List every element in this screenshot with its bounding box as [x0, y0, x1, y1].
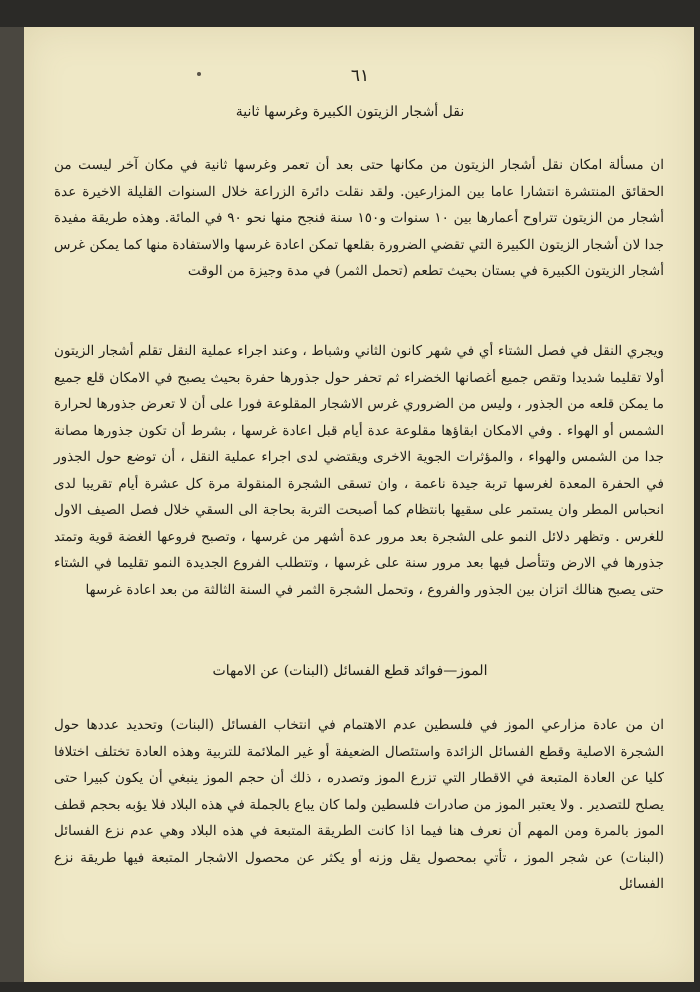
paragraph-olive-method: ويجري النقل في فصل الشتاء أي في شهر كانون الثاني وشباط ، وعند اجراء عملية النقل تقلم أشجار الزيتون أولا تقليما شديدا وتقص جميع أغصانها الخضراء ثم تحفر حول جذورها حفرة بحيث يصبح في الامكان قلع جميع ما يمكن قلعه من الجذور ، وليس من الضروري غرس الاشجار المقلوعة فورا على أن لا تعرض جذورها لحرارة الشمس أو الهواء . وفي الامكان ابقاؤها مقلوعة عدة أيام قبل اعادة غرسها ، بشرط أن تكون جذورها مصانة جدا من الشمس والهواء ، والمؤثرات الجوية الاخرى ويقتضي لدى اجراء عملية النقل ، أن توضع حول الجذور في الحفرة المعدة لغرسها تربة جيدة ناعمة ، وان تسقى الشجرة المنقولة مرة كل عشرة أيام تقريبا لدى انحباس المطر وان يستمر على سقيها بانتظام كما أصبحت التربة بحاجة الى السقي خلال فصل الصيف الاول للغرس . وتظهر دلائل النمو على الشجرة بعد مرور عدة أشهر من غرسها ، وتصبح فروعها الغضة قوية وتمتد جذورها في الارض وتتأصل فيها بعد مرور سنة على غرسها ، وتتطلب الفروع الجديدة النمو تقليما في الشتاء حتى يصبح هنالك اتزان بين الجذور والفروع ، وتحمل الشجرة الثمر في السنة الثالثة من بعد اعادة غرسها — [54, 343, 664, 598]
section-title-olive-transplanting: نقل أشجار الزيتون الكبيرة وغرسها ثانية — [235, 104, 465, 120]
section-title-banana-suckers: الموز—فوائد قطع الفسائل (البنات) عن الامهات — [212, 663, 488, 679]
book-spine-edge — [0, 27, 24, 982]
paragraph-banana: ان من عادة مزارعي الموز في فلسطين عدم الاهتمام في انتخاب الفسائل (البنات) وتحديد عددها حول الشجرة الاصلية وقطع الفسائل الزائدة واستئصال الضعيفة أو غير الملائمة للتربية وهذه العادة تختلف اختلافا كليا عن العادة المتبعة في الاقطار التي تزرع الموز وتصدره ، ذلك أن حجم الموز ينبغي أن يكون كبيرا حتى يصلح للتصدير . ولا يعتبر الموز من صادرات فلسطين ولما كان يباع بالجملة في هذه البلاد فلا يؤبه بحجم قطف الموز بالمرة ومن المهم أن نعرف هنا فيما اذا كانت الطريقة المتبعة في هذه البلاد وهي عدم نزع الفسائل (البنات) عن شجر الموز ، تأتي بمحصول يقل وزنه أو يكثر عن محصول الاشجار المتبعة فيها طريقة نزع الفسائل — [54, 717, 664, 892]
ink-speck — [197, 72, 201, 76]
paragraph-olive-intro: ان مسألة امكان نقل أشجار الزيتون من مكانها حتى بعد أن تعمر وغرسها ثانية في مكان آخر ليست من الحقائق المنتشرة انتشارا عاما بين المزارعين. ولقد نقلت دائرة الزراعة خلال السنوات القليلة الاخيرة عدة أشجار من الزيتون تتراوح أعمارها بين ١٠ سنوات و١٥٠ سنة فنجح منها نحو ٩٠ في المائة. وهذه طريقة مفيدة جدا لان أشجار الزيتون الكبيرة التي تقضي الضرورة بقلعها تمكن اعادة غرسها والاستفادة منها كما يمكن غرس أشجار الزيتون الكبيرة في بستان بحيث تطعم (تحمل الثمر) في مدة وجيزة من الوقت — [54, 157, 664, 279]
page-number: ٦١ — [350, 66, 370, 86]
